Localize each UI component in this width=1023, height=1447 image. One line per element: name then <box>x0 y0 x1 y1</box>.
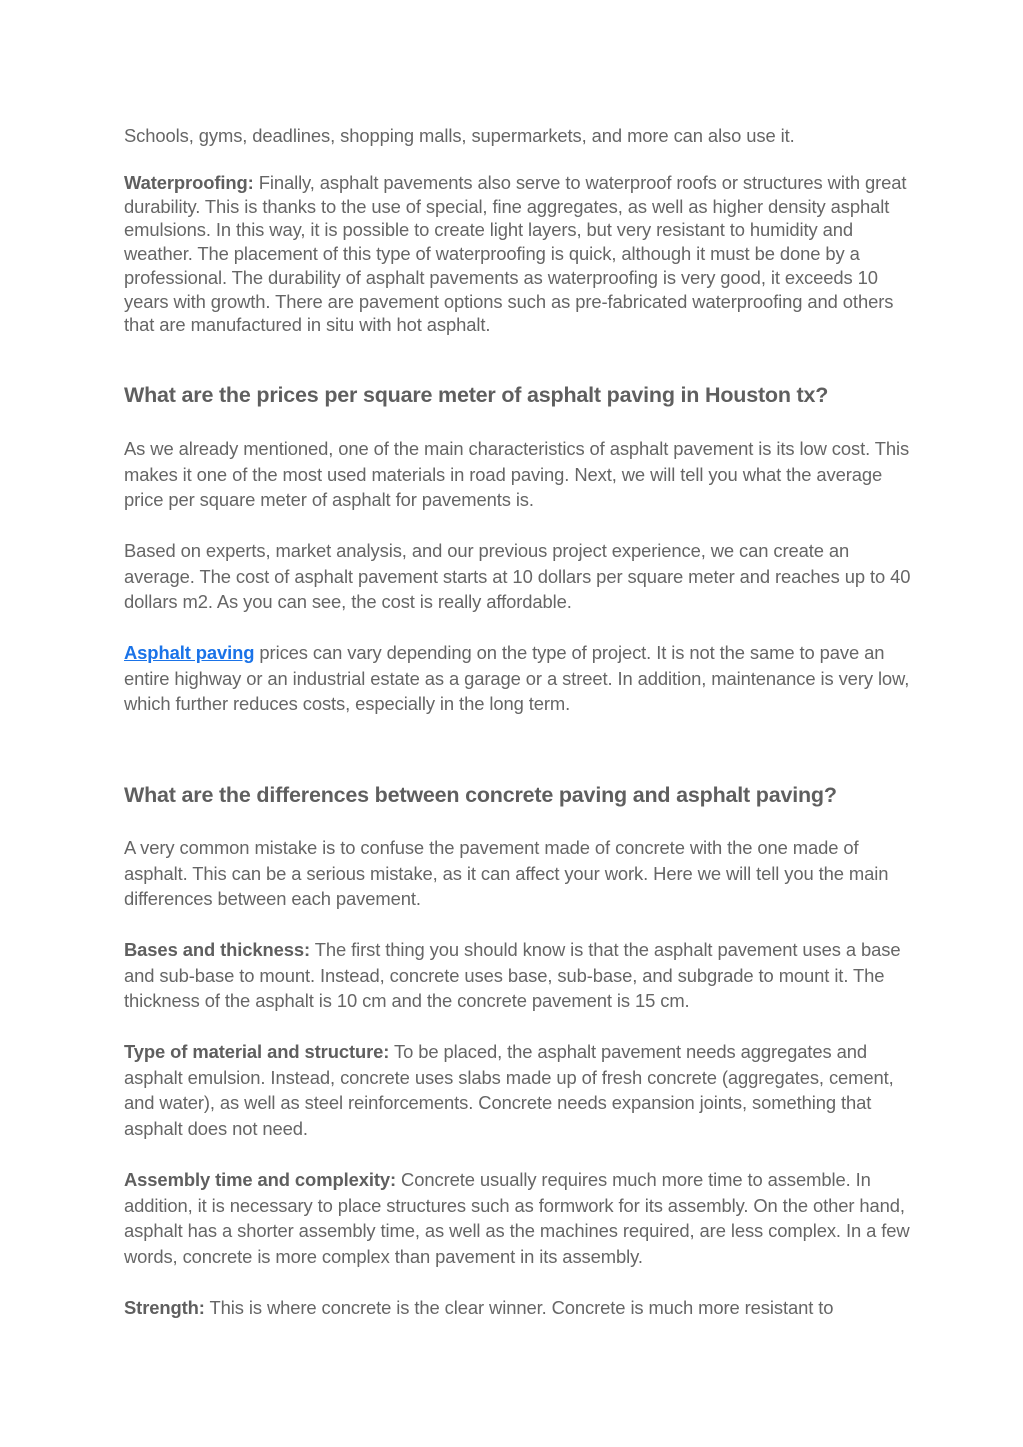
paragraph-schools <box>124 123 914 149</box>
assembly-label: Assembly time and complexity: <box>124 1169 397 1190</box>
assembly-text: Concrete usually requires much more time to assemble. In addition, it is necessary to place structures such as formwork for its assembly. On the other hand, asphalt has a shorter assembly time, as well as the machines required, are less complex. In a few words, concrete is more complex than pavement in its assembly. <box>124 1169 910 1267</box>
bases-label: Bases and thickness: <box>124 939 311 960</box>
paragraph-schools-text: Schools, gyms, deadlines, shopping malls, supermarkets, and more can also use it. <box>124 125 795 146</box>
strength-label: Strength: <box>124 1297 205 1318</box>
paragraph-prices-2 <box>124 538 914 615</box>
material-label: Type of material and structure: <box>124 1041 390 1062</box>
paragraph-material <box>124 1039 914 1141</box>
strength-text: This is where concrete is the clear winner. Concrete is much more resistant to <box>204 1297 834 1318</box>
waterproofing-label: Waterproofing: <box>124 172 254 193</box>
prices-p2-text: Based on experts, market analysis, and our previous project experience, we can create an average. The cost of asphalt pavement starts at 10 dollars per square meter and reaches up to 40 dollars m2. As you can see, the cost is really affordable. <box>124 540 911 613</box>
prices-p1-text: As we already mentioned, one of the main characteristics of asphalt pavement is its low cost. This makes it one of the most used materials in road paving. Next, we will tell you what the average price per square meter of asphalt for pavements is. <box>124 438 910 511</box>
heading-prices: What are the prices per square meter of asphalt paving in Houston tx? <box>124 383 829 407</box>
paragraph-assembly <box>124 1167 914 1269</box>
asphalt-paving-link[interactable]: Asphalt paving <box>124 642 255 663</box>
paragraph-bases <box>124 937 914 1014</box>
paragraph-differences-1 <box>124 835 914 912</box>
bases-text: The first thing you should know is that the asphalt pavement uses a base and sub-base to mount. Instead, concrete uses base, sub-base, and subgrade to mount it. The thickness of the asphalt is 10 cm and the concrete pavement is 15 cm. <box>124 939 901 1012</box>
paragraph-prices-3 <box>124 640 914 717</box>
waterproofing-text: Finally, asphalt pavements also serve to waterproof roofs or structures with great durability. This is thanks to the use of special, fine aggregates, as well as higher density asphalt emulsions. In this way, it is possible to create light layers, but very resistant to humidity and weather. The placement of this type of waterproofing is quick, although it must be done by a professional. The durability of asphalt pavements as waterproofing is very good, it exceeds 10 years with growth. There are pavement options such as pre-fabricated waterproofing and others that are manufactured in situ with hot asphalt. <box>124 172 907 336</box>
diff-p1-text: A very common mistake is to confuse the pavement made of concrete with the one made of asphalt. This can be a serious mistake, as it can affect your work. Here we will tell you the main differences between each pavement. <box>124 837 889 910</box>
paragraph-prices-1 <box>124 436 914 513</box>
prices-p3-text: prices can vary depending on the type of project. It is not the same to pave an entire highway or an industrial estate as a garage or a street. In addition, maintenance is very low, which further reduces costs, especially in the long term. <box>124 642 910 715</box>
material-text: To be placed, the asphalt pavement needs aggregates and asphalt emulsion. Instead, concrete uses slabs made up of fresh concrete (aggregates, cement, and water), as well as steel reinforcements. Concrete needs expansion joints, something that asphalt does not need. <box>124 1041 894 1139</box>
paragraph-waterproofing <box>124 171 914 337</box>
paragraph-strength <box>124 1295 914 1321</box>
heading-differences: What are the differences between concrete paving and asphalt paving? <box>124 783 837 807</box>
